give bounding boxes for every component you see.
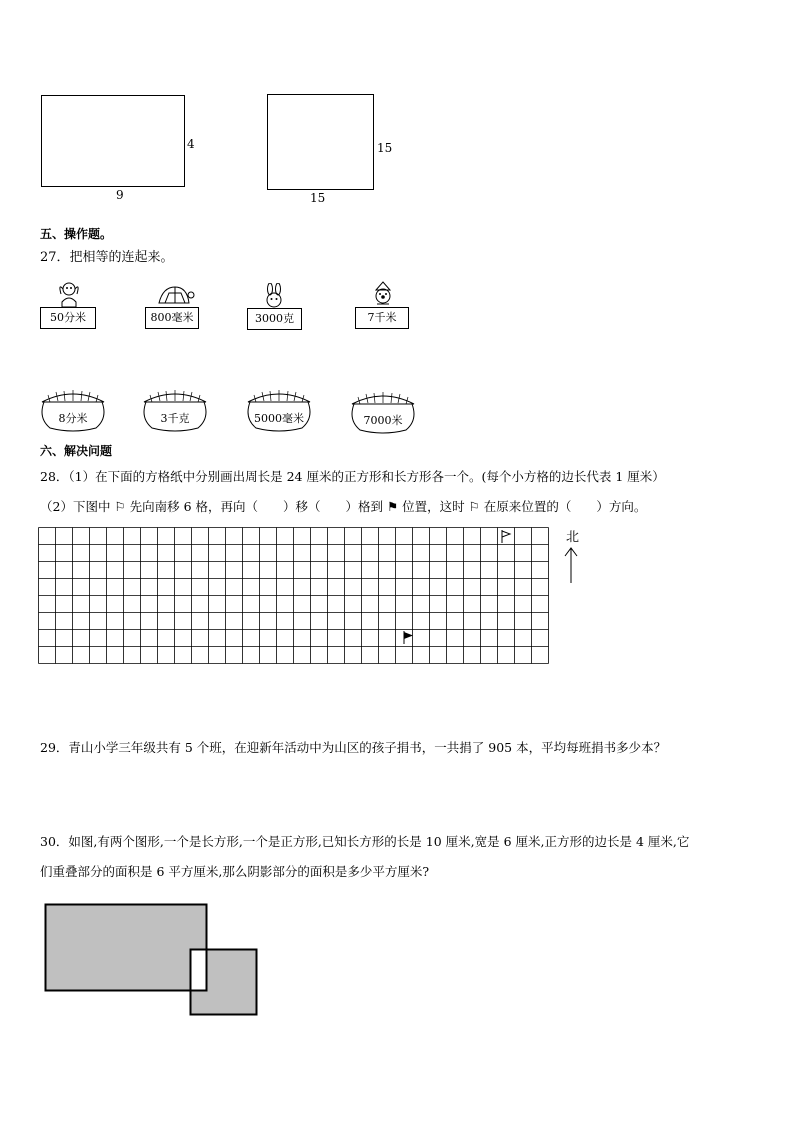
- pot-label: 8分米: [58, 412, 88, 425]
- question-28-part-1: 28．（1）在下面的方格纸中分别画出周长是 24 厘米的正方形和长方形各一个。(每个小方格的边长代表 1 厘米）: [40, 469, 665, 484]
- turtle-icon: [153, 283, 195, 307]
- pot-item: [140, 390, 210, 432]
- section-heading-6: 六、解决问题: [40, 444, 113, 458]
- north-arrow-icon: [563, 546, 579, 584]
- animal-card-clown: [355, 280, 409, 331]
- square-side-label: 15: [377, 141, 393, 155]
- pot-label: 5000毫米: [254, 412, 304, 425]
- flag-start-icon: [502, 530, 510, 543]
- pot-item: [348, 392, 418, 434]
- question-30-line-1: 30．如图,有两个图形,一个是长方形,一个是正方形,已知长方形的长是 10 厘米,宽是 6 厘米,正方形的边长是 4 厘米,它: [40, 834, 690, 849]
- rectangle-figure: [41, 95, 185, 187]
- pot-label: 7000米: [363, 414, 403, 427]
- animal-card-turtle: [145, 283, 199, 330]
- rabbit-icon: [261, 283, 287, 309]
- question-29: 29．青山小学三年级共有 5 个班，在迎新年活动中为山区的孩子捐书，一共捐了 905 本，平均每班捐书多少本？: [40, 740, 667, 755]
- question-28-part-2: （2）下图中 ⚐ 先向南移 6 格，再向（ ）移（ ）格到 ⚑ 位置，这时 ⚐ 在原来位置的（ ）方向。: [40, 499, 647, 514]
- animal-tag-label: 800毫米: [145, 307, 199, 329]
- animal-card-dog: [40, 280, 96, 330]
- pot-item: [38, 390, 108, 432]
- dog-icon: [52, 280, 86, 308]
- animal-tag-label: 7千米: [355, 307, 409, 329]
- pot-label: 3千克: [160, 412, 190, 425]
- animal-card-rabbit: [247, 283, 302, 331]
- animal-tag-label: 50分米: [40, 307, 96, 329]
- rectangle-length-label: 9: [116, 188, 124, 202]
- question-30-line-2: 们重叠部分的面积是 6 平方厘米,那么阴影部分的面积是多少平方厘米?: [40, 864, 430, 879]
- animal-tag-label: 3000克: [247, 308, 302, 330]
- question-27: 27．把相等的连起来。: [40, 250, 174, 265]
- overlap-region: [191, 950, 207, 991]
- clown-icon: [369, 280, 397, 308]
- shaded-rectangle: [46, 905, 207, 991]
- section-heading-5: 五、操作题。: [40, 227, 113, 241]
- overlap-figure: [44, 903, 260, 1017]
- square-figure: [267, 94, 374, 190]
- pot-item: [244, 390, 314, 432]
- north-label: 北: [566, 530, 580, 545]
- flag-end-icon: [404, 631, 413, 644]
- square-bottom-label: 15: [310, 191, 326, 205]
- rectangle-width-label: 4: [187, 137, 195, 151]
- grid-paper: [38, 527, 549, 664]
